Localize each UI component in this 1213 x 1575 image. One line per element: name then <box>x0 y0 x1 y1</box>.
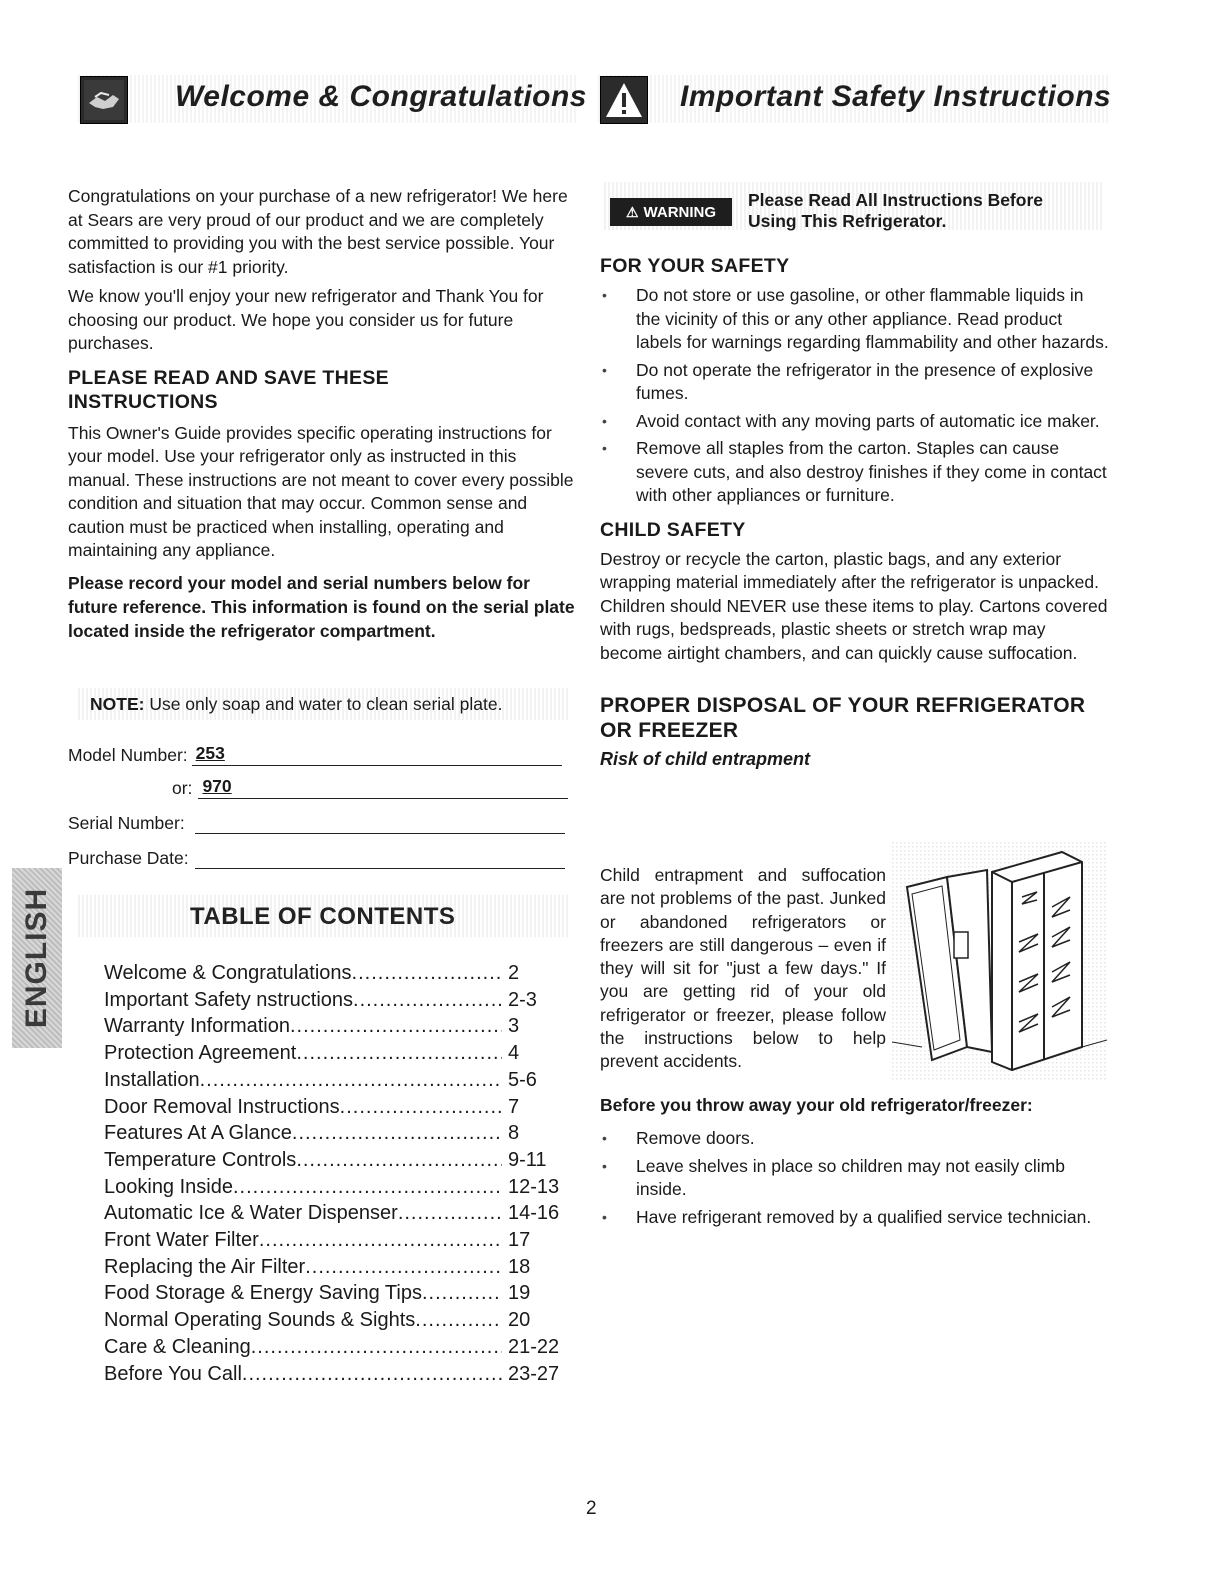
list-item: • Remove doors. <box>600 1127 1110 1151</box>
toc-item[interactable] <box>104 1200 572 1227</box>
toc-item[interactable] <box>104 960 572 987</box>
welcome-paragraph-2: We know you'll enjoy your new refrigerator and Thank You for choosing our product. We hope you consider us for future purchases. <box>68 286 544 353</box>
toc-leader <box>259 1227 502 1254</box>
toc-item-label: Welcome & Congratulations <box>104 962 352 984</box>
open-refrigerator-illustration <box>892 842 1107 1082</box>
before-throw-heading: Before you throw away your old refrigerator/freezer: <box>600 1095 1033 1115</box>
list-item: • Remove all staples from the carton. Staples can cause severe cuts, and also destroy finishes if they come in contact with other appliances or furniture. <box>600 437 1110 508</box>
warning-text: Please Read All Instructions Before Using This Refrigerator. <box>748 190 1043 231</box>
toc-leader <box>200 1067 502 1094</box>
toc-item-page: 20 <box>508 1309 531 1332</box>
toc-leader <box>398 1200 502 1227</box>
toc-item[interactable] <box>104 1307 572 1334</box>
toc-item[interactable] <box>104 1147 572 1174</box>
toc-item-page: 9-11 <box>508 1148 547 1171</box>
toc-item-page: 18 <box>508 1255 531 1278</box>
disposal-heading: PROPER DISPOSAL OF YOUR REFRIGERATOR OR FREEZER <box>600 694 1086 742</box>
toc-list <box>104 960 572 1387</box>
note-line <box>90 694 502 715</box>
for-your-safety-list <box>600 284 1110 508</box>
serial-number-row <box>68 808 565 834</box>
child-safety-heading: CHILD SAFETY <box>600 518 746 541</box>
toc-leader <box>292 1120 502 1147</box>
purchase-date-field[interactable] <box>195 846 565 869</box>
alt-model-number-field[interactable]: 970 <box>198 776 568 799</box>
toc-item-page: 8 <box>508 1122 520 1145</box>
toc-leader <box>233 1174 502 1201</box>
toc-item-page: 19 <box>508 1282 531 1305</box>
toc-item-label: Food Storage & Energy Saving Tips <box>104 1282 422 1305</box>
language-side-tab <box>12 868 62 1048</box>
toc-leader <box>296 1147 502 1174</box>
language-side-tab-label: ENGLISH <box>20 887 53 1029</box>
warning-triangle-small-icon: ⚠ <box>625 203 639 220</box>
toc-item[interactable] <box>104 1040 572 1067</box>
toc-item[interactable] <box>104 987 572 1014</box>
note-text: Use only soap and water to clean serial plate. <box>149 694 503 714</box>
toc-item-page: 12-13 <box>508 1175 560 1198</box>
handshake-icon <box>80 76 128 124</box>
toc-item-page: 2-3 <box>508 988 537 1011</box>
purchase-date-label: Purchase Date: <box>68 848 189 868</box>
safety-section <box>600 254 1110 770</box>
welcome-section <box>68 185 578 643</box>
toc-item-label: Warranty Information <box>104 1015 290 1038</box>
warning-triangle-icon <box>600 76 648 124</box>
toc-leader <box>251 1334 502 1361</box>
serial-number-label: Serial Number: <box>68 813 185 833</box>
note-label: NOTE: <box>90 694 145 714</box>
toc-leader <box>340 1094 502 1121</box>
toc-leader <box>242 1361 502 1388</box>
toc-leader <box>353 987 502 1014</box>
safety-header-title: Important Safety Instructions <box>680 80 1112 113</box>
warning-badge <box>610 198 732 226</box>
toc-item-page: 23-27 <box>508 1362 560 1385</box>
toc-item-page: 4 <box>508 1042 520 1065</box>
record-numbers-paragraph: Please record your model and serial numbers below for future reference. This information is found on the serial plate located inside the refrigerator compartment. <box>68 572 575 641</box>
or-number-row <box>172 773 568 799</box>
toc-item[interactable] <box>104 1174 572 1201</box>
before-throw-section <box>600 1093 1110 1231</box>
disposal-subheading: Risk of child entrapment <box>600 749 811 769</box>
toc-item-page: 14-16 <box>508 1202 560 1225</box>
toc-item-label: Replacing the Air Filter <box>104 1255 306 1278</box>
toc-leader <box>422 1280 502 1307</box>
child-safety-paragraph: Destroy or recycle the carton, plastic bags, and any exterior wrapping material immediately after the refrigerator is unpacked. Children should NEVER use these items to play. Cartons covered with rugs, bedspreads, plastic sheets or stretch wrap may become airtight chambers, and can quickly cause suffocation. <box>600 548 1108 663</box>
toc-item-page: 7 <box>508 1095 520 1118</box>
toc-item-label: Features At A Glance <box>104 1122 292 1145</box>
list-item: • Do not operate the refrigerator in the presence of explosive fumes. <box>600 359 1110 406</box>
before-throw-list <box>600 1127 1110 1229</box>
toc-item-page: 3 <box>508 1015 520 1038</box>
toc-item[interactable] <box>104 1254 572 1281</box>
toc-item-label: Automatic Ice & Water Dispenser <box>104 1202 398 1225</box>
purchase-date-row <box>68 843 565 869</box>
toc-leader <box>296 1040 502 1067</box>
list-item: • Do not store or use gasoline, or other flammable liquids in the vicinity of this or any other appliance. Read product labels for warnings regarding flammability and other hazards. <box>600 284 1110 355</box>
toc-item[interactable] <box>104 1361 572 1388</box>
welcome-header-title: Welcome & Congratulations <box>175 80 587 113</box>
toc-item[interactable] <box>104 1013 572 1040</box>
toc-item-label: Looking Inside <box>104 1175 233 1198</box>
for-your-safety-heading: FOR YOUR SAFETY <box>600 255 790 277</box>
toc-item-label: Normal Operating Sounds & Sights <box>104 1309 416 1332</box>
toc-item-page: 21-22 <box>508 1335 560 1358</box>
page-number: 2 <box>586 1498 597 1519</box>
toc-title: TABLE OF CONTENTS <box>190 903 456 930</box>
welcome-paragraph-1: Congratulations on your purchase of a new refrigerator! We here at Sears are very proud of our product and we are completely committed to providing you with the best service possible. Your satisfaction is our #1 priority. <box>68 186 568 277</box>
toc-leader <box>415 1307 502 1334</box>
toc-item[interactable] <box>104 1067 572 1094</box>
toc-item-label: Temperature Controls <box>104 1148 297 1171</box>
toc-item-label: Protection Agreement <box>104 1042 297 1065</box>
toc-item[interactable] <box>104 1094 572 1121</box>
toc-item-label: Front Water Filter <box>104 1229 259 1252</box>
toc-leader <box>352 960 502 987</box>
toc-item[interactable] <box>104 1120 572 1147</box>
or-label: or: <box>172 778 193 798</box>
list-item: • Avoid contact with any moving parts of automatic ice maker. <box>600 410 1110 434</box>
model-number-field[interactable]: 253 <box>192 743 562 766</box>
model-number-label: Model Number: <box>68 745 188 765</box>
toc-item-label: Care & Cleaning <box>104 1335 251 1358</box>
list-item: • Leave shelves in place so children may not easily climb inside. <box>600 1155 1110 1202</box>
disposal-paragraph: Child entrapment and suffocation are not problems of the past. Junked or abandoned refrigerators or freezers are still dangerous – even if they will sit for "just a few days." If you are getting rid of your old refrigerator or freezer, please follow the instructions below to help prevent accidents. <box>600 865 886 1072</box>
toc-item-page: 17 <box>508 1229 531 1252</box>
toc-item-page: 2 <box>508 962 520 984</box>
toc-item-label: Before You Call <box>104 1362 242 1385</box>
warning-badge-label: WARNING <box>643 203 717 221</box>
toc-item[interactable] <box>104 1227 572 1254</box>
toc-leader <box>290 1013 502 1040</box>
toc-leader <box>305 1254 502 1281</box>
serial-number-field[interactable] <box>195 811 565 834</box>
toc-item-label: Door Removal Instructions <box>104 1095 340 1118</box>
toc-item-label: Important Safety nstructions <box>104 988 354 1011</box>
toc-item[interactable] <box>104 1334 572 1361</box>
save-instructions-heading: PLEASE READ AND SAVE THESE INSTRUCTIONS <box>68 366 389 413</box>
toc-item[interactable] <box>104 1280 572 1307</box>
owners-guide-paragraph: This Owner's Guide provides specific operating instructions for your model. Use your refrigerator only as instructed in this manual. These instructions are not meant to cover every possible condition and situation that may occur. Common sense and caution must be practiced when installing, operating and maintaining any appliance. <box>68 422 574 560</box>
toc-item-page: 5-6 <box>508 1068 537 1091</box>
list-item: • Have refrigerant removed by a qualified service technician. <box>600 1206 1110 1230</box>
toc-item-label: Installation <box>104 1068 200 1091</box>
model-number-row <box>68 740 562 766</box>
